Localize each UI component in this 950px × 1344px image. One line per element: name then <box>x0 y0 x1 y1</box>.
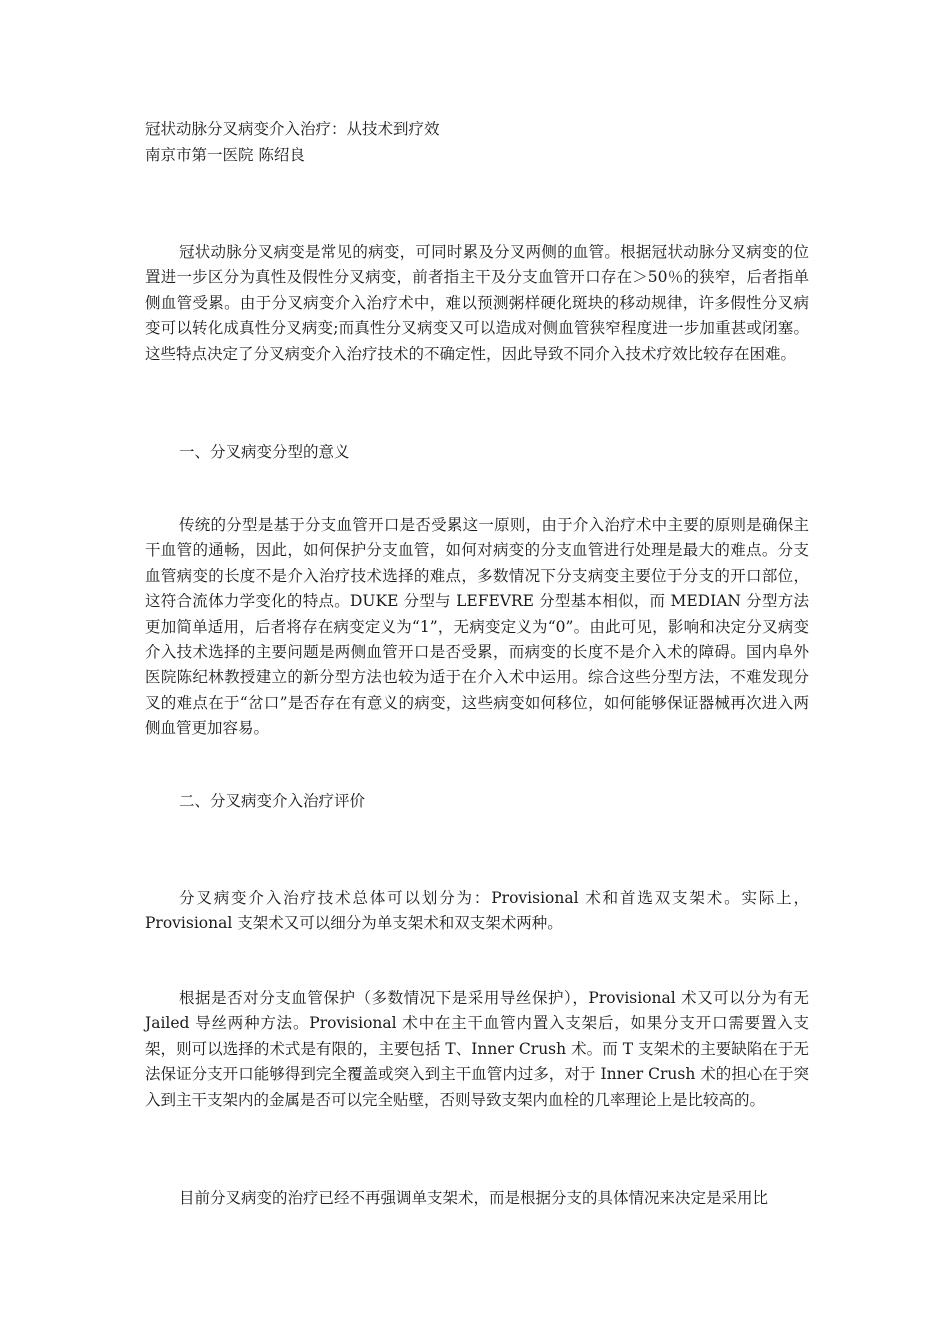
intro-paragraph: 冠状动脉分叉病变是常见的病变，可同时累及分叉两侧的血管。根据冠状动脉分叉病变的位置进一步区分为真性及假性分叉病变，前者指主干及分支血管开口存在＞50％的狭窄，后者指单侧血管受累。由于分叉病变介入治疗术中，难以预测粥样硬化斑块的移动规律，许多假性分叉病变可以转化成真性分叉病变;而真性分叉病变又可以造成对侧血管狭窄程度进一步加重甚或闭塞。这些特点决定了分叉病变介入治疗技术的不确定性，因此导致不同介入技术疗效比较存在困难。 <box>145 243 809 363</box>
section2-paragraph-2: 根据是否对分支血管保护（多数情况下是采用导丝保护），Provisional 术又可以分为有无 Jailed 导丝两种方法。Provisional 术中在主干血管内置入支架后，如果分支开口需要置入支架，则可以选择的术式是有限的，主要包括 T、Inner Crush 术。而 T 支架术的主要缺陷在于无法保证分支开口能够得到完全覆盖或突入到主干血管内过多，对于 Inner Crush 术的担心在于突入到主干支架内的金属是否可以完全贴壁，否则导致支架内血栓的几率理论上是比较高的。 <box>145 989 809 1109</box>
section-heading-2: 二、分叉病变介入治疗评价 <box>179 792 366 810</box>
document-title: 冠状动脉分叉病变介入治疗：从技术到疗效 <box>145 120 440 138</box>
section2-paragraph-1: 分叉病变介入治疗技术总体可以划分为：Provisional 术和首选双支架术。实际上，Provisional 支架术又可以细分为单支架术和双支架术两种。 <box>145 889 809 933</box>
section2-paragraph-3: 目前分叉病变的治疗已经不再强调单支架术，而是根据分支的具体情况来决定是采用比 <box>179 1189 769 1207</box>
author-line: 南京市第一医院 陈绍良 <box>145 146 305 164</box>
section-heading-1: 一、分叉病变分型的意义 <box>179 443 350 461</box>
section1-paragraph: 传统的分型是基于分支血管开口是否受累这一原则，由于介入治疗术中主要的原则是确保主干血管的通畅，因此，如何保护分支血管，如何对病变的分支血管进行处理是最大的难点。分支血管病变的长度不是介入治疗技术选择的难点，多数情况下分支病变主要位于分支的开口部位，这符合流体力学变化的特点。DUKE 分型与 LEFEVRE 分型基本相似，而 MEDIAN 分型方法更加简单适用，后者将存在病变定义为“1”，无病变定义为“0”。由此可见，影响和决定分叉病变介入技术选择的主要问题是两侧血管开口是否受累，而病变的长度不是介入术的障碍。国内阜外医院陈纪林教授建立的新分型方法也较为适于在介入术中运用。综合这些分型方法，不难发现分叉的难点在于“岔口”是否存在有意义的病变，这些病变如何移位，如何能够保证器械再次进入两侧血管更加容易。 <box>145 516 809 738</box>
